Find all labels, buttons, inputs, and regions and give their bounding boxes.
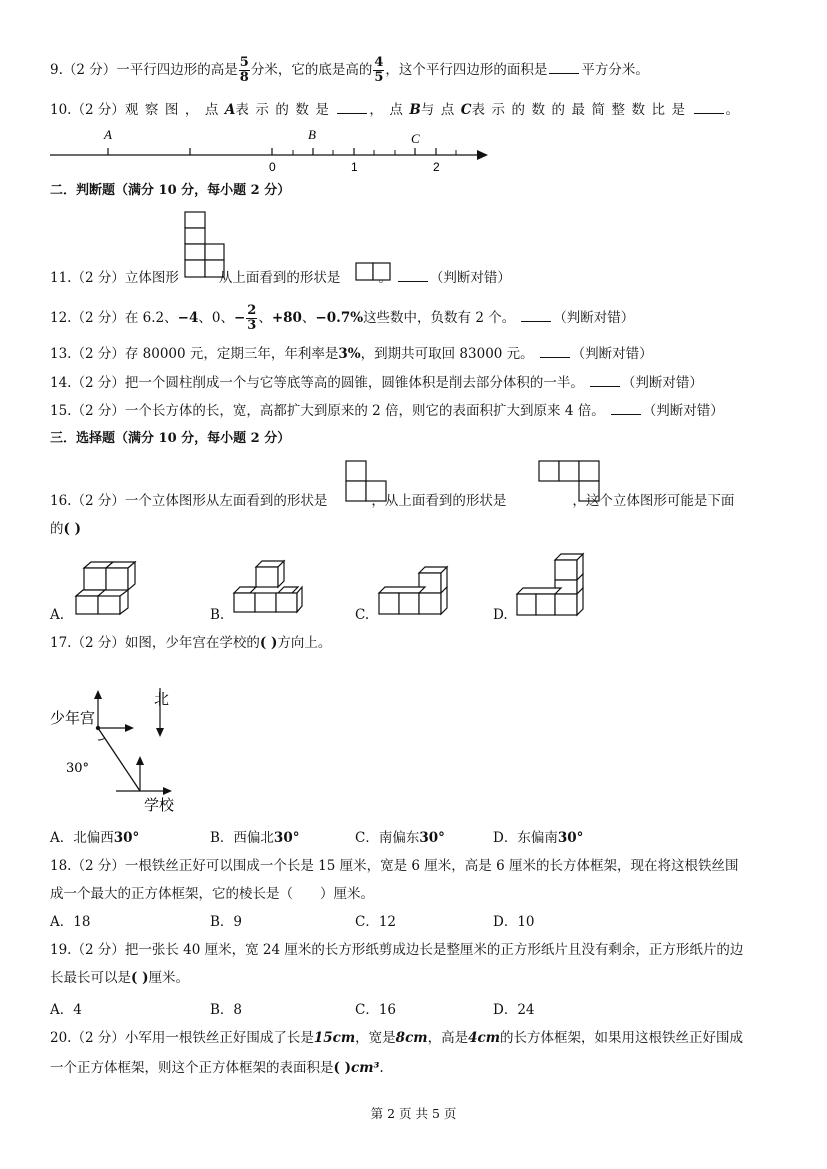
option-a[interactable]: A．18 [50, 914, 91, 930]
question-16-cont [50, 519, 81, 539]
q-text: 一个正方体框架，则这个正方体框架的表面积是 [50, 1060, 334, 1076]
q-text: 。 [725, 102, 740, 118]
option-d[interactable]: D. [493, 607, 508, 623]
option-text: C．南偏东 [355, 830, 420, 846]
question-20 [50, 1028, 743, 1048]
direction-diagram [48, 688, 188, 818]
q-text: 长最长可以是 [50, 970, 131, 986]
denominator: 8 [239, 70, 249, 85]
q-score: （2 分） [62, 62, 117, 78]
label-B: B [308, 127, 316, 142]
answer-blank[interactable] [540, 343, 570, 358]
q-text: 立体图形 [124, 270, 179, 286]
value: 4cm [468, 1030, 500, 1046]
value: 30° [273, 830, 300, 846]
question-19-cont [50, 968, 189, 988]
q-text: ，宽是 [355, 1030, 396, 1046]
question-17 [50, 633, 331, 653]
q-score: （2 分） [71, 493, 125, 509]
option-c-figure [379, 556, 459, 616]
q-text: 、 [301, 310, 316, 326]
page-footer: 第 2 页 共 5 页 [370, 1106, 457, 1121]
answer-paren[interactable]: ( ) [63, 521, 81, 537]
q-text: 把一张长 40 厘米，宽 24 厘米的长方形纸剪成边长是整厘米的正方形纸片且没有剩余，正方形纸片的边 [124, 942, 744, 958]
fraction [239, 56, 250, 85]
answer-blank[interactable] [694, 99, 724, 114]
answer-blank[interactable] [611, 400, 641, 415]
value: − [233, 310, 246, 326]
q-score: （2 分） [71, 403, 125, 419]
fraction [373, 56, 384, 85]
option-b[interactable]: B. [210, 607, 225, 623]
q-text: 。 [378, 270, 392, 286]
q-text: 表示的数是 [235, 102, 336, 118]
q-text: 这些数中，负数有 2 个。 [363, 310, 516, 326]
q-text: 一平行四边形的高是 [116, 62, 238, 78]
judge-hint: （判断对错） [571, 346, 653, 362]
value: 30° [419, 830, 445, 846]
point-label: C [460, 102, 472, 118]
option-text: A．北偏西 [50, 830, 114, 846]
angle-label: 30° [66, 761, 90, 776]
q-text: 存 80000 元，定期三年，年利率是 [124, 346, 339, 362]
q-score: （2 分） [71, 942, 125, 958]
tick-label-1: 1 [351, 160, 358, 174]
q-number: 20. [50, 1030, 72, 1046]
q-score: （2 分） [71, 102, 125, 118]
q-number: 13. [50, 346, 72, 362]
q-score: （2 分） [71, 1030, 125, 1046]
q-text: 把一个圆柱削成一个与它等底等高的圆锥，圆锥体积是削去部分体积的一半。 [124, 375, 584, 391]
tick-label-0: 0 [269, 160, 276, 174]
q-text: 从上面看到的形状是 [218, 270, 341, 286]
q-number: 12. [50, 310, 72, 326]
section-title: 三．选择题（满分 10 分，每小题 2 分） [50, 431, 291, 446]
question-12 [50, 304, 634, 333]
judge-hint: （判断对错） [642, 403, 724, 419]
numerator: 4 [374, 55, 384, 70]
option-b[interactable]: B．9 [210, 914, 243, 930]
option-a[interactable] [50, 828, 139, 848]
judge-hint: （判断对错） [621, 375, 703, 391]
option-d-figure [517, 552, 597, 618]
q-number: 10. [50, 102, 72, 118]
q-number: 11. [50, 270, 72, 286]
q-text: 表示的数的最简整数比是 [471, 102, 692, 118]
north-label: 北 [154, 690, 170, 708]
q-number: 17. [50, 635, 72, 651]
value: 30° [557, 830, 584, 846]
label-C: C [411, 131, 420, 146]
q-number: 19. [50, 942, 72, 958]
q-text: . [379, 1060, 384, 1076]
value: 30° [113, 830, 140, 846]
value: 8cm [395, 1030, 428, 1046]
question-11 [50, 267, 511, 288]
option-d[interactable]: D．24 [493, 1002, 535, 1018]
place-label-youth-palace: 少年宫 [50, 709, 96, 727]
q-score: （2 分） [71, 635, 125, 651]
q-text: ，到期共可取回 83000 元。 [360, 346, 534, 362]
q-number: 16. [50, 493, 72, 509]
section-title: 二．判断题（满分 10 分，每小题 2 分） [50, 183, 291, 198]
question-10 [50, 99, 739, 120]
value: 3% [338, 346, 361, 362]
number-line [48, 125, 548, 175]
q-text: 观察图，点 [124, 102, 225, 118]
answer-paren[interactable]: ( ) [333, 1060, 351, 1076]
value: −4 [177, 310, 199, 326]
value: +80 [271, 310, 302, 326]
q-text: 平方分米。 [581, 62, 649, 78]
q-text: ，高是 [427, 1030, 469, 1046]
question-9 [50, 56, 649, 85]
answer-blank[interactable] [590, 372, 620, 387]
question-18-cont: 成一个最大的正方体框架，它的棱长是（ ）厘米。 [50, 886, 374, 902]
denominator: 3 [247, 318, 257, 333]
q-text: ，这个立体图形可能是下面 [572, 493, 735, 509]
q-text: 厘米。 [148, 970, 189, 986]
q-text: 一个立体图形从左面看到的形状是 [124, 493, 328, 509]
q-score: （2 分） [71, 270, 125, 286]
answer-blank[interactable] [521, 307, 551, 322]
option-c[interactable] [355, 828, 445, 848]
answer-blank[interactable] [337, 99, 367, 114]
option-b[interactable]: B．8 [210, 1002, 243, 1018]
q-score: （2 分） [71, 858, 125, 874]
answer-paren[interactable]: ( ) [131, 970, 149, 986]
answer-paren[interactable]: ( ) [259, 635, 278, 651]
q-score: （2 分） [71, 375, 125, 391]
q-text: ，从上面看到的形状是 [371, 493, 507, 509]
option-c[interactable]: C．16 [355, 1002, 397, 1018]
judge-hint: （判断对错） [429, 270, 511, 286]
q-text: 、 [258, 310, 272, 326]
numerator: 5 [239, 55, 249, 70]
q-number: 15. [50, 403, 72, 419]
judge-hint: （判断对错） [553, 310, 635, 326]
question-13 [50, 343, 653, 364]
place-label-school: 学校 [144, 796, 175, 814]
option-a[interactable]: A. [50, 607, 65, 623]
value: −0.7% [315, 310, 364, 326]
question-15 [50, 400, 724, 421]
value: 15cm [313, 1030, 356, 1046]
question-20-cont [50, 1058, 384, 1078]
answer-blank[interactable] [398, 267, 428, 282]
answer-blank[interactable] [549, 59, 579, 74]
q-text: 的长方体框架，如果用这根铁丝正好围成 [499, 1030, 743, 1046]
q-score: （2 分） [71, 346, 125, 362]
point-label: B [409, 102, 421, 118]
denominator: 5 [374, 70, 384, 85]
point-label: A [224, 102, 236, 118]
option-c[interactable]: C．12 [355, 914, 397, 930]
fraction [246, 304, 257, 333]
q-score: （2 分） [71, 310, 125, 326]
q-text: 一个长方体的长，宽，高都扩大到原来的 2 倍，则它的表面积扩大到原来 4 倍。 [124, 403, 605, 419]
option-text: B．西偏北 [210, 830, 274, 846]
option-a[interactable]: A．4 [50, 1002, 82, 1018]
option-c[interactable]: C. [355, 607, 370, 623]
question-14 [50, 372, 703, 393]
q-text: 方向上。 [277, 635, 332, 651]
option-d[interactable] [493, 828, 583, 848]
q-text: 的 [50, 521, 64, 537]
q-number: 14. [50, 375, 72, 391]
option-a-figure [76, 556, 136, 616]
tick-label-2: 2 [433, 160, 440, 174]
option-d[interactable]: D．10 [493, 914, 535, 930]
q-number: 9. [50, 62, 63, 78]
label-A: A [104, 127, 112, 142]
q-text: 分米，它的底是高的 [250, 62, 373, 78]
question-18 [50, 856, 738, 876]
q-text: ，这个平行四边形的面积是 [385, 62, 548, 78]
q-text: 、0、 [198, 310, 234, 326]
q-number: 18. [50, 858, 72, 874]
q-text: 与点 [420, 102, 461, 118]
q-text: 如图，少年宫在学校的 [124, 635, 260, 651]
q-text: 一根铁丝正好可以围成一个长是 15 厘米，宽是 6 厘米，高是 6 厘米的长方体框架，现在将这根铁丝围 [124, 858, 739, 874]
unit: cm³ [350, 1060, 380, 1076]
option-b-figure [234, 556, 304, 616]
question-19 [50, 940, 743, 960]
q-text: 小军用一根铁丝正好围成了长是 [124, 1030, 314, 1046]
option-b[interactable] [210, 828, 299, 848]
q-text: 在 6.2、 [124, 310, 178, 326]
q-text: ，点 [369, 102, 410, 118]
option-text: D．东偏南 [493, 830, 558, 846]
numerator: 2 [247, 303, 257, 318]
question-16 [50, 491, 734, 511]
